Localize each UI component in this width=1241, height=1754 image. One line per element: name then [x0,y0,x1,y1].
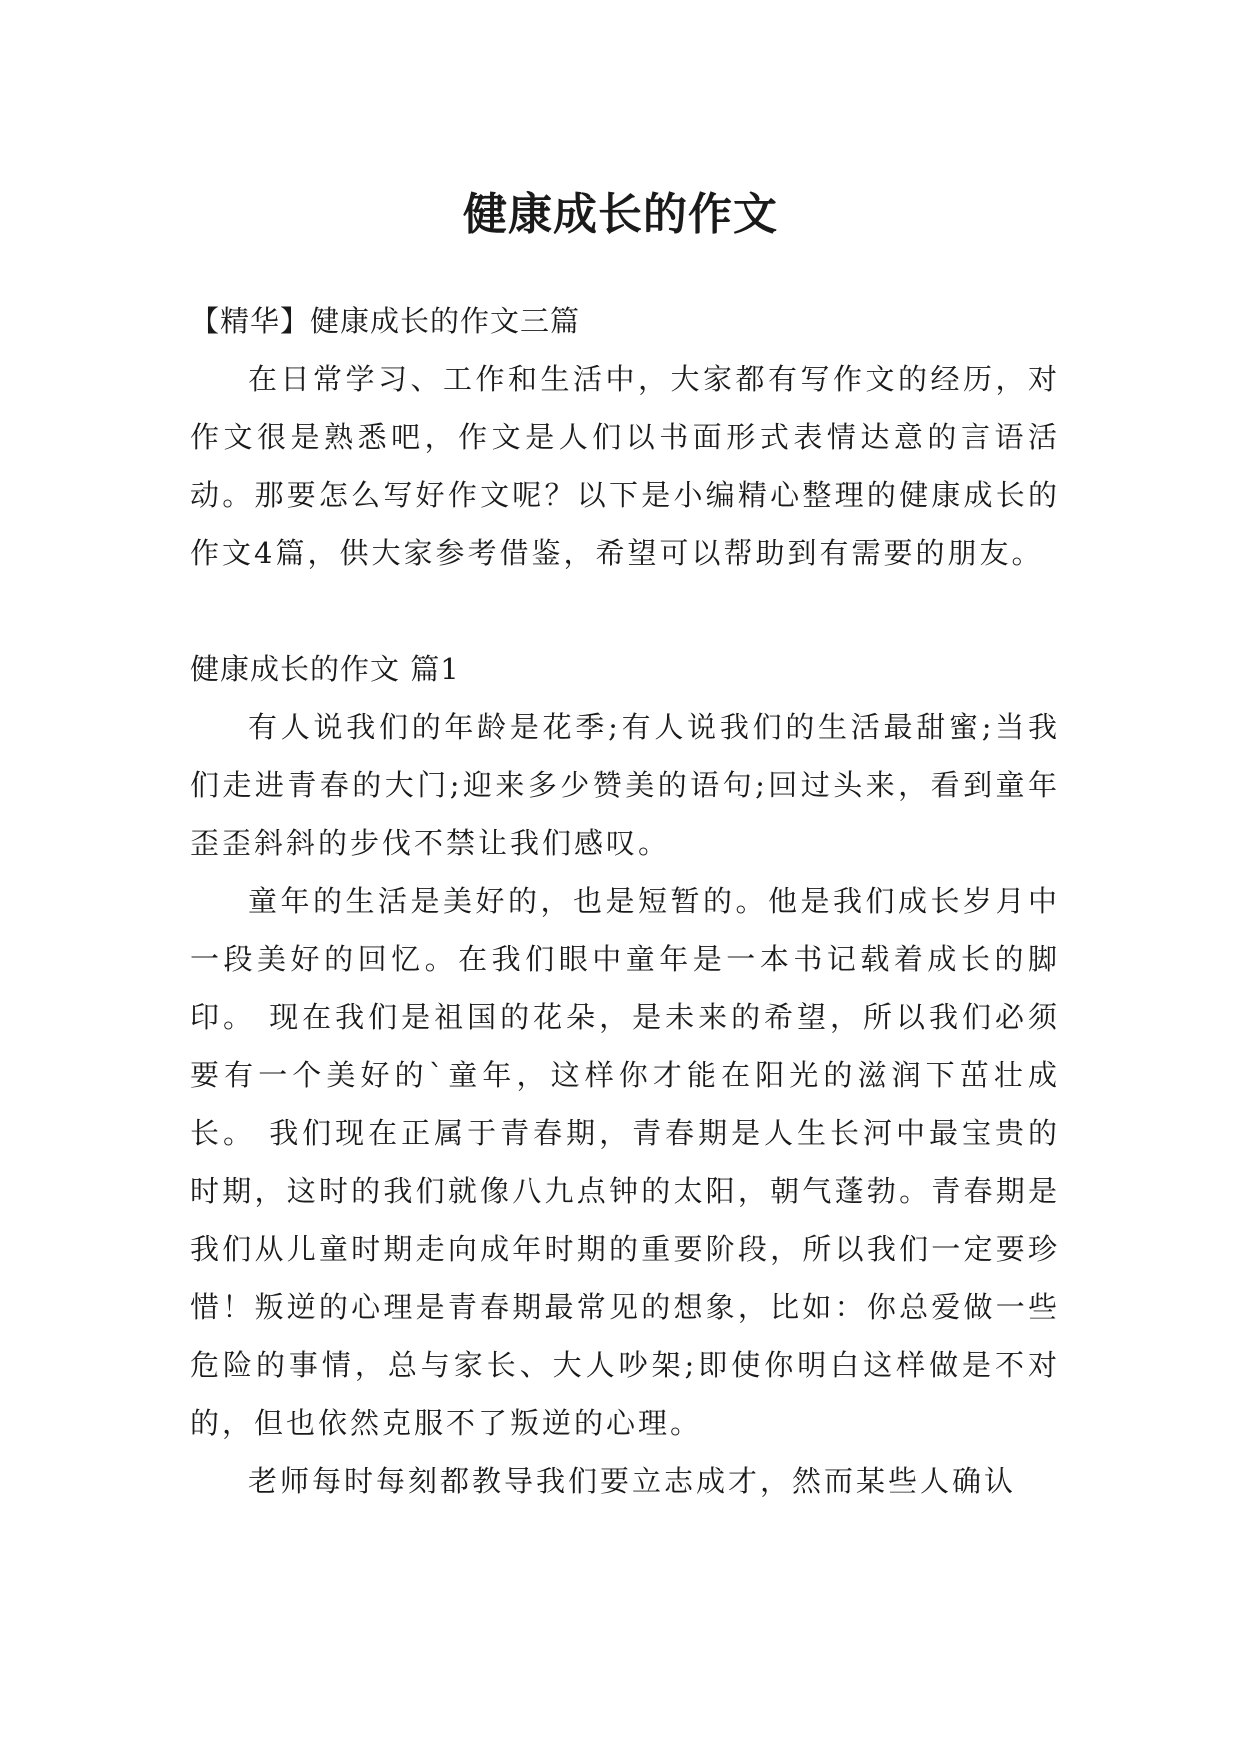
body-paragraph-2: 童年的生活是美好的，也是短暂的。他是我们成长岁月中一段美好的回忆。在我们眼中童年是一本书记载着成长的脚印。 现在我们是祖国的花朵，是未来的希望，所以我们必须要有一个美好的`童年，这样你才能在阳光的滋润下茁壮成长。 我们现在正属于青春期，青春期是人生长河中最宝贵的时期，这时的我们就像八九点钟的太阳，朝气蓬勃。青春期是我们从儿童时期走向成年时期的重要阶段，所以我们一定要珍惜！叛逆的心理是青春期最常见的想象，比如：你总爱做一些危险的事情，总与家长、大人吵架;即使你明白这样做是不对的，但也依然克服不了叛逆的心理。 [190,884,1060,1440]
body-paragraph-1: 有人说我们的年龄是花季;有人说我们的生活最甜蜜;当我们走进青春的大门;迎来多少赞美的语句;回过头来，看到童年歪歪斜斜的步伐不禁让我们感叹。 [190,710,1060,860]
document-subtitle: 【精华】健康成长的作文三篇 [190,304,581,338]
document-title: 健康成长的作文 [463,189,778,241]
section-heading: 健康成长的作文 篇1 [190,652,460,686]
body-paragraph-3: 老师每时每刻都教导我们要立志成才，然而某些人确认 [248,1464,1017,1498]
intro-paragraph: 在日常学习、工作和生活中，大家都有写作文的经历，对作文很是熟悉吧，作文是人们以书面形式表情达意的言语活动。那要怎么写好作文呢？以下是小编精心整理的健康成长的作文4篇，供大家参考借鉴，希望可以帮助到有需要的朋友。 [190,362,1060,570]
document-body [190,292,1060,1510]
